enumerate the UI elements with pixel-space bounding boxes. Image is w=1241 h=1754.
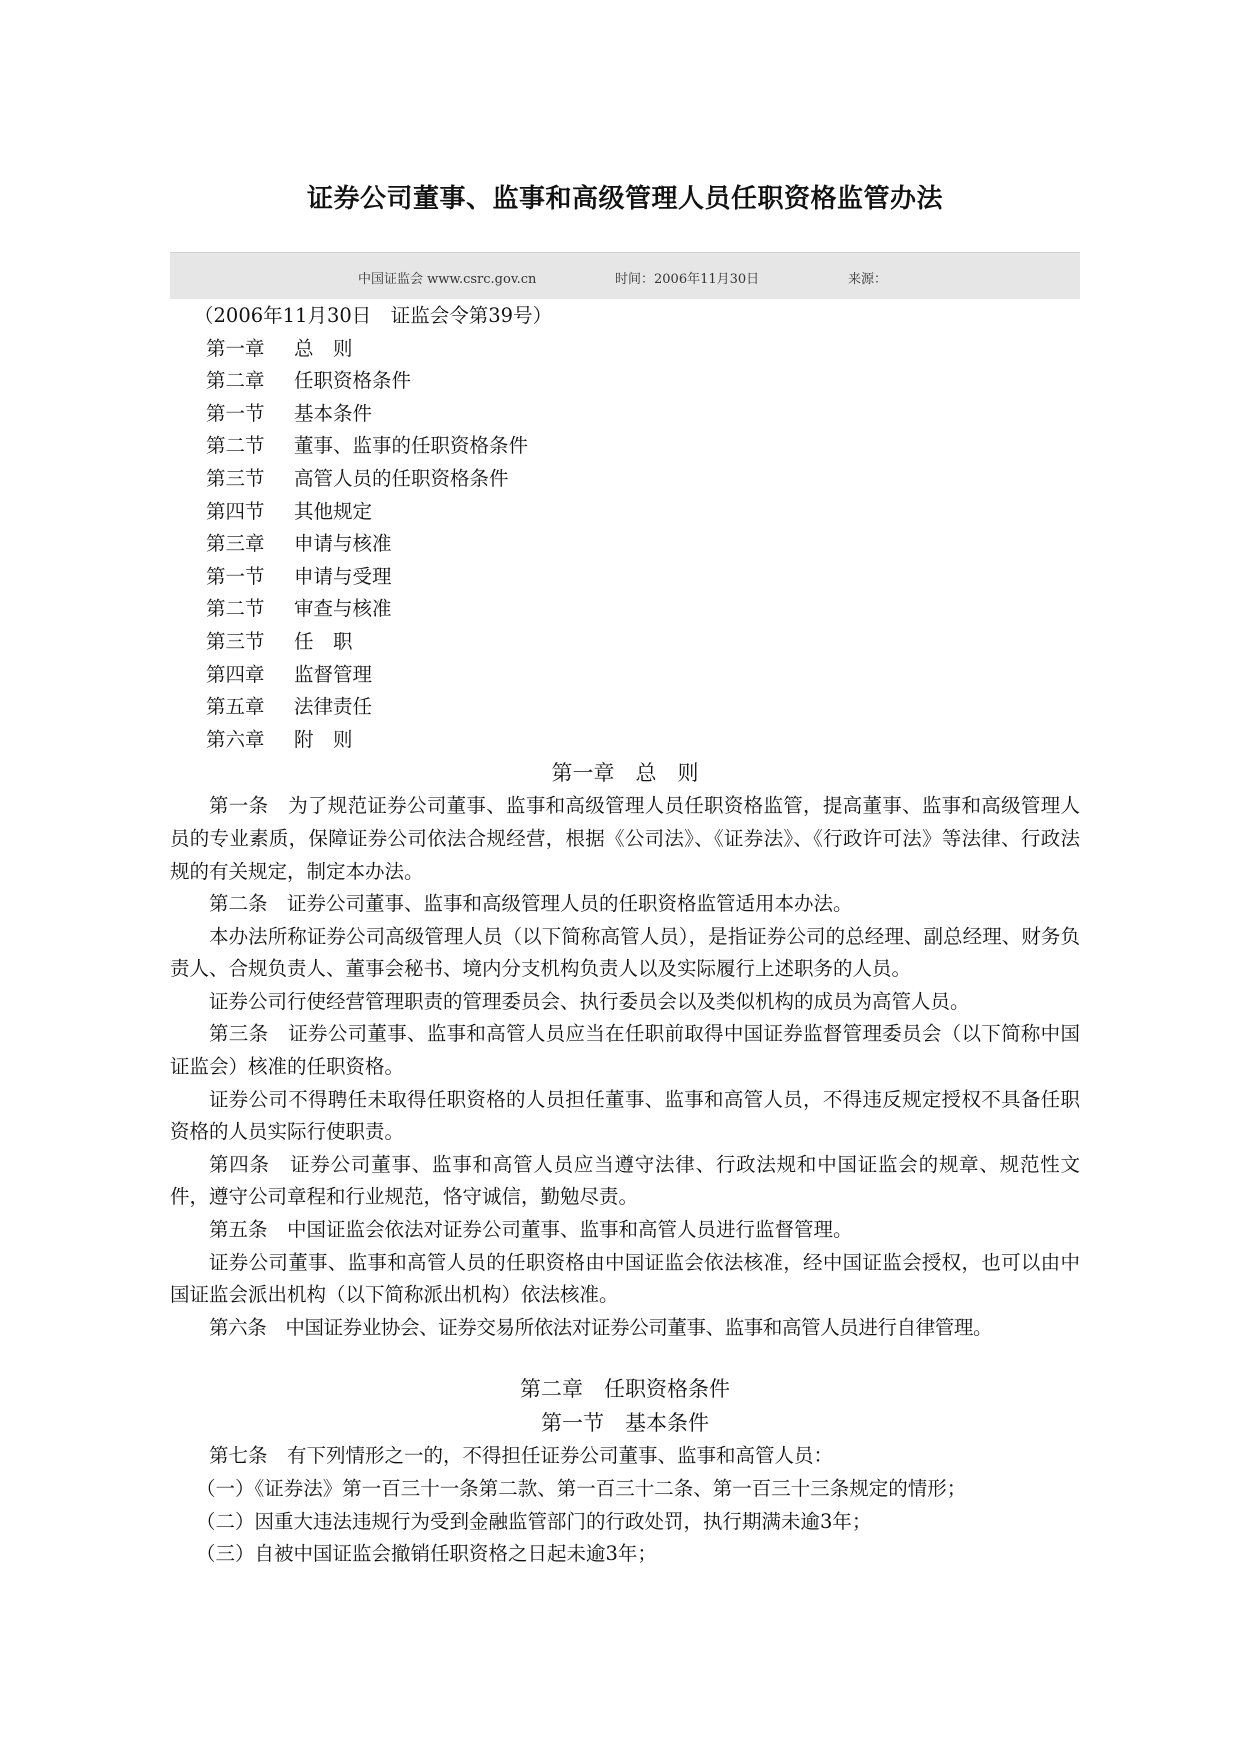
section-heading: 第一节 基本条件 xyxy=(541,1411,709,1436)
toc-item: 第三节 高管人员的任职资格条件 xyxy=(206,466,509,490)
meta-source: 来源： xyxy=(848,272,888,287)
meta-site: 中国证监会 www.csrc.gov.cn xyxy=(358,272,537,287)
toc-item: 第五章 法律责任 xyxy=(206,695,373,719)
toc-item: 第二节 董事、监事的任职资格条件 xyxy=(206,434,529,458)
table-of-contents xyxy=(170,333,1080,757)
chapter-heading: 第二章 任职资格条件 xyxy=(520,1377,730,1402)
article-paragraph: 证券公司不得聘任未取得任职资格的人员担任董事、监事和高管人员，不得违反规定授权不具备任职资格的人员实际行使职责。 xyxy=(170,1087,1080,1144)
article-paragraph: 第二条 证券公司董事、监事和高级管理人员的任职资格监管适用本办法。 xyxy=(209,892,853,916)
toc-item: 第三章 申请与核准 xyxy=(206,532,392,556)
article-paragraph: 第一条 为了规范证券公司董事、监事和高级管理人员任职资格监管，提高董事、监事和高级管理人员的专业素质，保障证券公司依法合规经营，根据《公司法》、《证券法》、《行政许可法》等法律、行政法规的有关规定，制定本办法。 xyxy=(170,794,1080,883)
chapter-heading: 第一章 总 则 xyxy=(551,761,699,786)
document-title: 证券公司董事、监事和高级管理人员任职资格监管办法 xyxy=(306,184,943,214)
list-item: （三）自被中国证监会撤销任职资格之日起未逾3年； xyxy=(196,1542,657,1566)
list-item: （二）因重大违法违规行为受到金融监管部门的行政处罚，执行期满未逾3年； xyxy=(196,1509,872,1533)
toc-item: 第一节 基本条件 xyxy=(206,401,373,425)
toc-item: 第一章 总 则 xyxy=(206,336,353,360)
spacer xyxy=(170,1344,1080,1372)
article-paragraph: 第七条 有下列情形之一的，不得担任证券公司董事、监事和高管人员： xyxy=(209,1444,834,1468)
article-paragraph: 本办法所称证券公司高级管理人员（以下简称高管人员），是指证券公司的总经理、副总经理、财务负责人、合规负责人、董事会秘书、境内分支机构负责人以及实际履行上述职务的人员。 xyxy=(170,924,1080,981)
toc-item: 第四节 其他规定 xyxy=(206,499,373,523)
meta-bar xyxy=(170,252,1080,299)
article-paragraph: 证券公司董事、监事和高管人员的任职资格由中国证监会依法核准，经中国证监会授权，也可以由中国证监会派出机构（以下简称派出机构）依法核准。 xyxy=(170,1250,1080,1307)
meta-time: 时间：2006年11月30日 xyxy=(615,272,760,287)
document-body xyxy=(170,300,1080,1571)
article-paragraph: 第六条 中国证券业协会、证券交易所依法对证券公司董事、监事和高管人员进行自律管理。 xyxy=(209,1315,993,1339)
toc-item: 第六章 附 则 xyxy=(206,727,353,751)
toc-item: 第一节 申请与受理 xyxy=(206,564,392,588)
order-line: （2006年11月30日 证监会令第39号） xyxy=(194,304,553,327)
toc-item: 第二章 任职资格条件 xyxy=(206,369,412,393)
list-item: （一）《证券法》第一百三十一条第二款、第一百三十二条、第一百三十三条规定的情形； xyxy=(196,1477,967,1500)
toc-item: 第二节 审查与核准 xyxy=(206,597,392,621)
article-paragraph: 证券公司行使经营管理职责的管理委员会、执行委员会以及类似机构的成员为高管人员。 xyxy=(209,989,970,1013)
article-paragraph: 第三条 证券公司董事、监事和高管人员应当在任职前取得中国证券监督管理委员会（以下简称中国证监会）核准的任职资格。 xyxy=(170,1022,1080,1079)
article-paragraph: 第五条 中国证监会依法对证券公司董事、监事和高管人员进行监督管理。 xyxy=(209,1218,853,1242)
toc-item: 第三节 任 职 xyxy=(206,629,353,653)
article-paragraph: 第四条 证券公司董事、监事和高管人员应当遵守法律、行政法规和中国证监会的规章、规范性文件，遵守公司章程和行业规范，恪守诚信，勤勉尽责。 xyxy=(170,1152,1080,1209)
toc-item: 第四章 监督管理 xyxy=(206,662,373,686)
